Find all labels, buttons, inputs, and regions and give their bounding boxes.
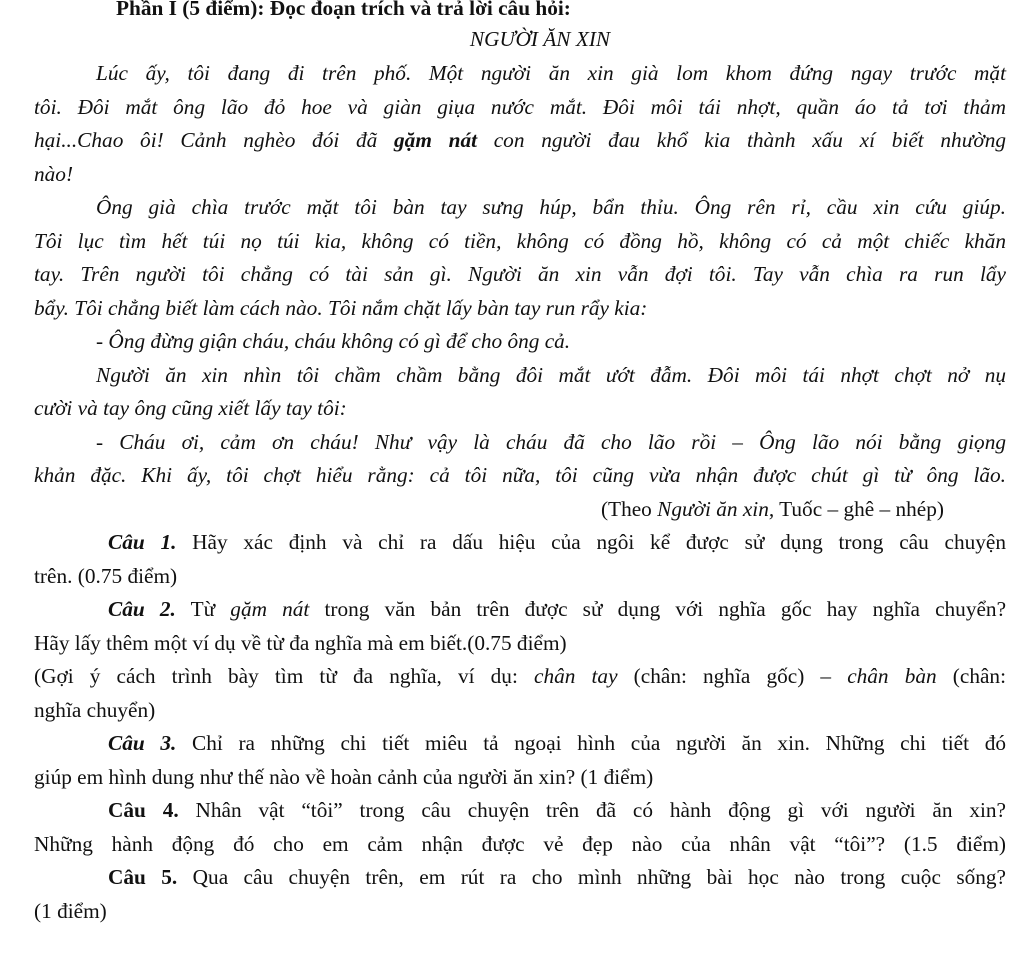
question-4: Câu 4. Nhân vật “tôi” trong câu chuyện trên đã có hành động gì với người ăn xin?	[108, 798, 1007, 822]
story-line: nào!	[34, 161, 74, 186]
story-line: Tôi lục tìm hết túi nọ túi kia, không có tiền, không có đồng hồ, không có cả một chiếc khăn	[34, 228, 1006, 253]
question-list	[34, 526, 1006, 928]
story-line: - Ông đừng giận cháu, cháu không có gì để cho ông cả.	[96, 329, 571, 353]
story-title: NGƯỜI ĂN XIN	[469, 27, 611, 51]
story-line: hại...Chao ôi! Cảnh nghèo đói đã gặm nát con người đau khổ kia thành xấu xí biết nhường	[34, 128, 1006, 152]
question-2-hint-cont: nghĩa chuyển)	[34, 697, 156, 722]
section-heading: Phần I (5 điểm): Đọc đoạn trích và trả lời câu hỏi:	[116, 0, 571, 20]
question-2-hint: (Gợi ý cách trình bày tìm từ đa nghĩa, ví dụ: chân tay (chân: nghĩa gốc) – chân bàn (chân:	[34, 664, 1006, 688]
story-line: tay. Trên người tôi chẳng có tài sản gì. Người ăn xin vẫn đợi tôi. Tay vẫn chìa ra run lẩy	[34, 262, 1006, 286]
story-line: Ông già chìa trước mặt tôi bàn tay sưng húp, bẩn thỉu. Ông rên rỉ, cầu xin cứu giúp.	[96, 195, 1006, 219]
question-1-cont: trên. (0.75 điểm)	[34, 563, 178, 588]
question-3: Câu 3. Chỉ ra những chi tiết miêu tả ngoại hình của người ăn xin. Những chi tiết đó	[108, 731, 1006, 755]
question-4-cont: Những hành động đó cho em cảm nhận được vẻ đẹp nào của nhân vật “tôi”? (1.5 điểm)	[34, 831, 1006, 856]
question-2: Câu 2. Từ gặm nát trong văn bản trên được sử dụng với nghĩa gốc hay nghĩa chuyển?	[108, 597, 1007, 621]
story-line: Lúc ấy, tôi đang đi trên phố. Một người ăn xin già lom khom đứng ngay trước mặt	[96, 61, 1006, 85]
story-excerpt	[34, 57, 1006, 493]
question-5-cont: (1 điểm)	[34, 898, 107, 923]
question-5: Câu 5. Qua câu chuyện trên, em rút ra cho mình những bài học nào trong cuộc sống?	[108, 865, 1007, 889]
story-line: khản đặc. Khi ấy, tôi chợt hiểu rằng: cả tôi nữa, tôi cũng vừa nhận được chút gì từ ông lão.	[34, 463, 1006, 487]
story-line: cười và tay ông cũng xiết lấy tay tôi:	[34, 396, 347, 420]
question-3-cont: giúp em hình dung như thế nào về hoàn cảnh của người ăn xin? (1 điểm)	[34, 764, 654, 789]
question-1: Câu 1. Hãy xác định và chỉ ra dấu hiệu của ngôi kể được sử dụng trong câu chuyện	[108, 530, 1006, 554]
highlighted-word: gặm nát	[394, 128, 478, 152]
story-line: - Cháu ơi, cảm ơn cháu! Như vậy là cháu đã cho lão rồi – Ông lão nói bằng giọng	[96, 429, 1006, 454]
story-line: Người ăn xin nhìn tôi chầm chầm bằng đôi mắt ướt đẫm. Đôi môi tái nhợt chợt nở nụ	[96, 362, 1006, 387]
story-line: tôi. Đôi mắt ông lão đỏ hoe và giàn giụa nước mắt. Đôi môi tái nhợt, quần áo tả tơi thảm	[34, 94, 1006, 119]
question-2-cont: Hãy lấy thêm một ví dụ về từ đa nghĩa mà em biết.(0.75 điểm)	[34, 630, 567, 655]
story-source: (Theo Người ăn xin, Tuốc – ghê – nhép)	[600, 496, 944, 521]
story-line: bẩy. Tôi chẳng biết làm cách nào. Tôi nắm chặt lấy bàn tay run rẩy kia:	[34, 295, 648, 320]
